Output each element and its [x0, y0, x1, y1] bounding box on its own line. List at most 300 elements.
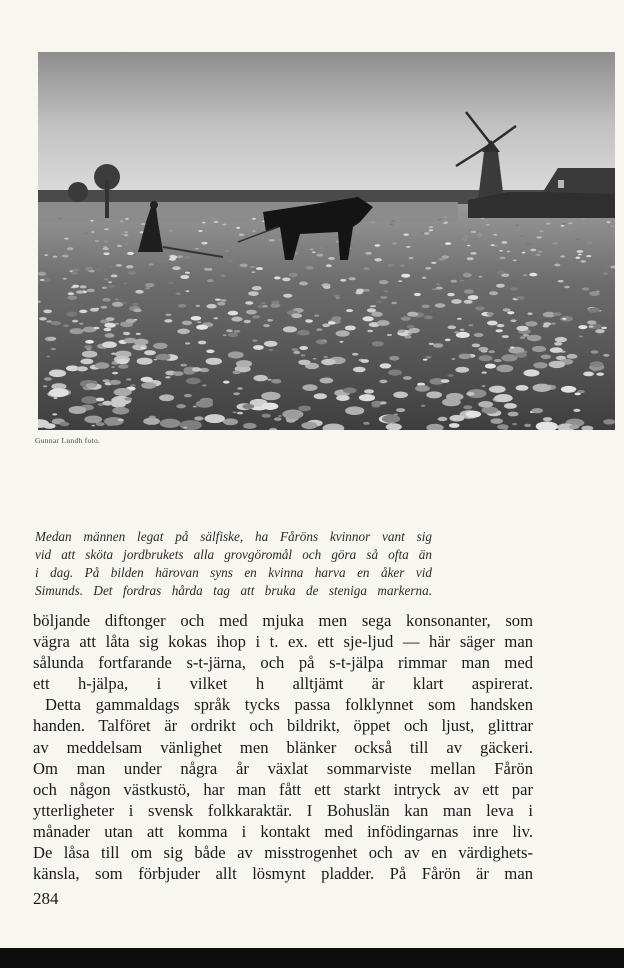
field-stone [214, 317, 219, 319]
field-stone [336, 330, 350, 336]
body-line: ytterligheter i svensk folkkaraktär. I Bohuslän kan man leva i [33, 800, 533, 820]
field-stone [85, 340, 94, 344]
field-stone [262, 305, 268, 308]
field-stone [346, 309, 353, 312]
field-stone [603, 354, 609, 357]
field-stone [141, 223, 145, 225]
field-stone [205, 414, 225, 423]
field-stone [246, 310, 257, 315]
field-stone [533, 384, 552, 392]
field-stone [520, 236, 524, 238]
field-stone [431, 262, 436, 264]
field-stone [223, 381, 230, 384]
field-stone [125, 224, 129, 226]
field-stone [372, 341, 384, 346]
field-stone [231, 317, 242, 322]
field-stone [178, 304, 186, 308]
field-stone [244, 320, 251, 323]
field-stone [193, 406, 197, 408]
field-stone [90, 220, 94, 222]
field-stone [165, 376, 171, 378]
field-stone [533, 362, 547, 368]
field-stone [233, 392, 240, 395]
field-stone [76, 290, 84, 293]
field-stone [149, 416, 156, 419]
field-stone [490, 418, 503, 424]
field-stone [380, 401, 387, 404]
field-stone [450, 415, 465, 422]
field-stone [92, 425, 96, 427]
field-stone [383, 218, 387, 220]
field-stone [76, 366, 88, 371]
field-stone [363, 267, 369, 270]
field-stone [143, 418, 160, 425]
field-stone [457, 318, 462, 320]
field-stone [154, 359, 158, 361]
field-stone [564, 286, 570, 289]
field-stone [83, 232, 88, 234]
field-stone [541, 355, 551, 360]
field-stone [268, 379, 272, 381]
field-stone [166, 314, 172, 317]
field-stone [554, 342, 562, 346]
field-stone [459, 354, 472, 360]
field-stone [499, 250, 503, 252]
field-stone [489, 386, 506, 393]
field-stone [389, 356, 399, 361]
field-stone [297, 330, 309, 336]
field-stone [124, 234, 128, 236]
field-stone [524, 369, 540, 376]
field-stone [116, 264, 122, 267]
field-stone [153, 343, 167, 349]
field-stone [250, 266, 255, 268]
field-stone [464, 300, 473, 304]
field-stone [400, 264, 405, 266]
field-stone [379, 280, 388, 284]
field-stone [103, 252, 109, 255]
field-stone [95, 240, 99, 242]
field-stone [206, 358, 222, 365]
field-stone [504, 403, 517, 409]
field-stone [128, 271, 137, 275]
field-stone [182, 321, 192, 326]
field-stone [223, 418, 238, 425]
field-stone [396, 408, 405, 412]
photo-credit: Gunnar Lundh foto. [35, 436, 101, 445]
body-line: månader utan att komma i kontakt med infödingarnas inre liv. [33, 821, 533, 841]
field-stone [302, 384, 317, 391]
field-stone [111, 227, 115, 229]
field-stone [372, 305, 376, 307]
field-stone [486, 255, 490, 257]
field-stone [336, 395, 349, 401]
field-stone [313, 358, 317, 360]
body-line: känsla, som förbjuder allt lösmynt pladder. På Fårön är man [33, 864, 533, 884]
field-stone [316, 254, 323, 257]
field-stone [426, 356, 432, 358]
field-stone [450, 280, 457, 283]
field-stone [414, 293, 421, 296]
body-line: Om man under några år växlat sommarviste mellan Fårön [33, 758, 533, 778]
field-stone [91, 231, 95, 233]
field-stone [464, 289, 474, 293]
field-stone [236, 227, 240, 229]
field-stone [96, 249, 102, 252]
field-stone [401, 274, 410, 278]
field-stone [469, 324, 474, 326]
field-stone [549, 361, 566, 368]
field-stone [125, 218, 129, 220]
field-stone [467, 245, 471, 247]
field-stone [124, 338, 137, 344]
field-stone [493, 234, 497, 236]
field-stone [103, 379, 110, 382]
field-stone [86, 383, 97, 388]
field-stone [422, 305, 430, 309]
field-stone [577, 250, 584, 253]
field-stone [197, 321, 201, 323]
field-stone [169, 230, 173, 232]
field-stone [236, 360, 252, 367]
field-stone [438, 417, 448, 421]
field-stone [364, 389, 374, 393]
field-stone [191, 316, 202, 321]
field-stone [498, 237, 502, 239]
field-stone [164, 319, 172, 323]
field-stone [228, 311, 238, 316]
field-stone [185, 272, 190, 274]
field-stone [112, 372, 118, 375]
field-stone [489, 291, 498, 295]
field-stone [513, 259, 517, 261]
field-stone [466, 392, 474, 396]
field-stone [379, 380, 387, 384]
field-stone [555, 337, 567, 342]
field-stone [101, 306, 108, 309]
field-stone [111, 366, 115, 368]
field-stone [398, 280, 402, 282]
field-stone [560, 255, 565, 257]
field-stone [70, 328, 84, 334]
field-stone [578, 325, 587, 329]
field-stone [104, 417, 124, 426]
field-stone [380, 363, 392, 368]
caption-line: vid att sköta jordbrukets alla grovgöromål och göra så ofta än [35, 547, 432, 562]
field-stone [269, 349, 274, 351]
field-stone [253, 375, 267, 381]
field-stone [494, 359, 502, 362]
field-stone [323, 356, 328, 358]
field-stone [575, 238, 580, 240]
field-stone [527, 313, 532, 315]
field-stone [239, 234, 244, 236]
field-stone [451, 358, 455, 360]
field-stone [215, 299, 221, 301]
field-stone [587, 320, 596, 324]
field-stone [149, 263, 154, 265]
field-stone [312, 251, 316, 253]
field-stone [497, 424, 509, 429]
field-stone [104, 323, 116, 328]
field-stone [85, 267, 93, 271]
field-stone [487, 321, 498, 326]
field-stone [267, 319, 273, 322]
field-stone [587, 242, 592, 244]
field-stone [301, 422, 317, 429]
field-stone [252, 230, 256, 232]
field-stone [408, 333, 413, 335]
field-stone [173, 371, 184, 376]
field-stone [53, 256, 58, 258]
field-stone [380, 296, 388, 299]
field-stone [123, 332, 127, 334]
field-stone [111, 274, 118, 277]
field-stone [115, 298, 119, 300]
field-stone [463, 273, 472, 277]
field-stone [479, 276, 483, 278]
field-stone [522, 252, 526, 254]
field-stone [404, 234, 409, 236]
field-stone [102, 287, 107, 289]
field-stone [104, 228, 109, 230]
field-stone [243, 423, 257, 429]
field-stone [49, 388, 69, 397]
field-stone [274, 417, 282, 421]
field-stone [95, 362, 110, 369]
field-stone [233, 412, 237, 414]
field-stone [118, 419, 124, 422]
field-stone [169, 258, 176, 261]
body-line: De låsa till om sig både av misstrogenhet och av en värdighets- [33, 843, 533, 863]
field-stone [403, 376, 412, 380]
field-stone [575, 257, 580, 259]
field-stone [436, 283, 440, 285]
field-stone [391, 220, 395, 222]
field-stone [48, 337, 57, 341]
field-stone [53, 397, 57, 399]
field-stone [520, 336, 526, 339]
field-stone [252, 218, 256, 220]
field-stone [567, 354, 578, 359]
field-stone [186, 378, 201, 385]
field-stone [460, 280, 464, 282]
field-stone [449, 423, 460, 428]
field-stone [334, 295, 340, 298]
field-stone [79, 323, 84, 325]
field-stone [271, 379, 281, 384]
field-stone [610, 225, 614, 227]
field-stone [429, 226, 433, 228]
field-stone [73, 268, 79, 271]
field-stone [526, 243, 532, 246]
field-stone [291, 313, 302, 318]
caption-line: i dag. På bilden härovan syns en kvinna harva en åker vid [35, 565, 432, 580]
field-stone [491, 244, 495, 246]
field-stone [63, 324, 69, 327]
field-stone [80, 359, 93, 365]
field-stone [52, 413, 57, 415]
field-stone [68, 292, 74, 295]
field-stone [482, 372, 487, 374]
field-stone [202, 222, 206, 224]
field-stone [535, 254, 540, 256]
field-stone [441, 379, 450, 383]
field-stone [391, 302, 397, 305]
field-stone [398, 330, 406, 333]
field-stone [126, 319, 136, 323]
field-stone [172, 266, 180, 270]
field-stone [314, 315, 319, 317]
field-stone [237, 387, 243, 390]
field-stone [93, 327, 99, 330]
field-stone [278, 415, 282, 417]
field-stone [316, 328, 322, 331]
field-stone [274, 276, 281, 279]
field-stone [144, 350, 156, 355]
field-stone [70, 368, 75, 370]
field-stone [578, 254, 582, 256]
field-stone [196, 305, 201, 307]
field-stone [40, 279, 45, 281]
field-stone [289, 273, 298, 277]
field-stone [340, 279, 346, 282]
photo-caption [35, 528, 432, 600]
field-stone [214, 221, 218, 223]
field-stone [407, 325, 415, 329]
field-stone [207, 279, 214, 282]
field-stone [69, 406, 87, 414]
field-stone [109, 266, 114, 268]
field-stone [502, 335, 509, 338]
field-stone [306, 266, 314, 270]
field-stone [393, 392, 408, 399]
field-stone [462, 238, 468, 241]
body-text [33, 610, 533, 884]
field-stone [102, 341, 117, 348]
body-line: och någon västkustö, har man fått ett starkt intryck av ett par [33, 779, 533, 799]
field-stone [305, 319, 310, 321]
field-stone [392, 242, 397, 244]
field-stone [287, 413, 298, 418]
field-stone [532, 346, 546, 352]
field-stone [195, 248, 199, 250]
field-stone [156, 354, 171, 361]
field-stone [424, 316, 433, 320]
field-stone [543, 325, 549, 328]
field-stone [408, 328, 420, 333]
field-stone [474, 333, 483, 337]
field-stone [220, 299, 226, 302]
field-stone [501, 241, 507, 244]
field-stone [582, 287, 589, 290]
field-stone [419, 232, 424, 234]
field-stone [464, 235, 469, 237]
field-stone [64, 238, 68, 240]
body-line: vägra att låta sig kokas ihop i t. ex. ett sje-ljud — här säger man [33, 632, 533, 652]
field-stone [375, 244, 381, 247]
field-stone [429, 343, 434, 345]
field-stone [579, 336, 583, 338]
body-line: Detta gammaldags språk tycks passa folklynnet som handsken [45, 695, 533, 715]
field-stone [237, 412, 243, 415]
field-stone [328, 257, 335, 260]
field-stone [475, 306, 485, 310]
field-stone [371, 221, 375, 223]
field-stone [72, 285, 79, 288]
field-stone [496, 329, 503, 332]
field-stone [486, 312, 494, 315]
field-stone [589, 326, 594, 328]
field-stone [471, 231, 476, 233]
field-stone [460, 329, 465, 331]
field-stone [180, 364, 187, 367]
field-stone [106, 317, 115, 321]
body-line: sålunda fortfarande s-t-järna, och på s-t-jälpa rimmar man med [33, 653, 533, 673]
caption-line: Medan männen legat på sälfiske, ha Fåröns kvinnor vant sig [35, 529, 432, 544]
field-stone [591, 350, 599, 353]
field-stone [553, 312, 562, 316]
field-stone [264, 341, 278, 347]
field-stone [470, 252, 476, 255]
field-stone [477, 235, 481, 237]
field-stone [184, 394, 192, 397]
field-stone [71, 271, 79, 274]
field-stone [546, 223, 550, 225]
field-stone [562, 223, 566, 225]
field-stone [558, 280, 564, 283]
field-stone [443, 216, 447, 218]
field-stone [228, 332, 238, 337]
field-stone [468, 295, 479, 300]
field-stone [503, 308, 511, 311]
field-stone [387, 334, 392, 336]
field-stone [145, 287, 150, 289]
field-stone [282, 278, 290, 282]
field-stone [63, 278, 67, 280]
field-stone [607, 221, 611, 223]
field-stone [516, 385, 529, 391]
field-stone [382, 415, 400, 423]
field-stone [512, 423, 517, 425]
field-stone [177, 329, 190, 335]
field-stone [322, 324, 330, 328]
field-stone [352, 353, 358, 356]
field-stone [211, 217, 215, 219]
field-stone [112, 302, 123, 307]
field-stone [145, 283, 155, 287]
field-stone [323, 286, 330, 289]
field-stone [60, 422, 70, 426]
field-stone [220, 275, 226, 278]
field-stone [429, 229, 433, 231]
field-stone [510, 319, 516, 322]
field-stone [43, 310, 52, 314]
field-stone [252, 286, 262, 290]
field-stone [538, 251, 542, 253]
field-stone [82, 351, 98, 358]
field-stone [105, 333, 115, 337]
field-stone [365, 252, 372, 255]
field-stone [496, 365, 513, 373]
field-stone [252, 315, 260, 318]
field-stone [158, 259, 165, 262]
field-stone [530, 249, 536, 252]
field-stone [217, 241, 221, 243]
field-stone [130, 384, 136, 387]
field-stone [387, 264, 393, 267]
field-stone [367, 308, 376, 312]
